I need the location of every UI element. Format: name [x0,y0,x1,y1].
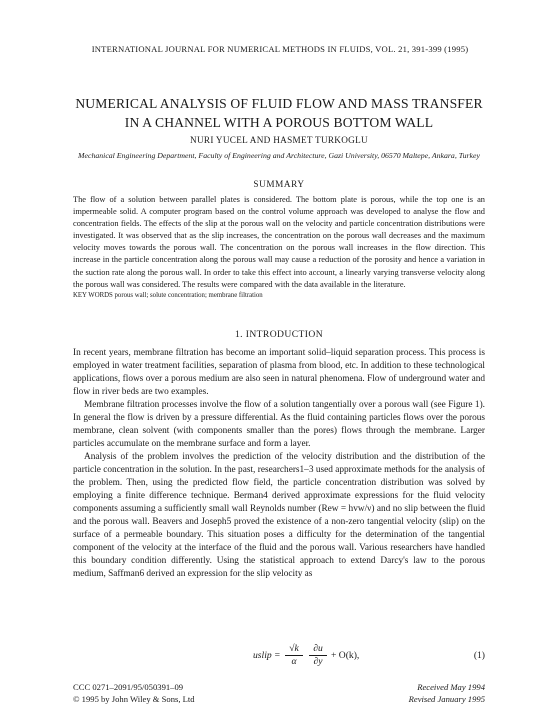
equation-fraction-2 [309,643,327,668]
ccc-code: CCC 0271–2091/95/050391–09 [73,682,184,692]
copyright: © 1995 by John Wiley & Sons, Ltd [73,694,195,704]
fraction-1-numerator: √k [285,643,303,656]
footer-left [73,681,195,705]
authors: NURI YUCEL AND HASMET TURKOGLU [190,135,368,145]
fraction-2-denominator: ∂y [313,656,323,667]
title-line-1: NUMERICAL ANALYSIS OF FLUID FLOW AND MASS TRANSFER [75,96,483,111]
fraction-1-denominator: α [291,656,297,667]
equation-1 [73,643,485,669]
equation-lhs: uslip = [253,650,281,661]
journal-header: INTERNATIONAL JOURNAL FOR NUMERICAL METHODS IN FLUIDS, VOL. 21, 391-399 (1995) [91,44,469,54]
paragraph-1: In recent years, membrane filtration has become an important solid–liquid separation process. This process is employed in water treatment facilities, separation of plasma from blood, etc. In addition to these technological applications, flows over a porous medium are also seen in natural phenomena. Flow of underground water and flow in river beds are two examples. [73,348,485,397]
paragraph-2: Membrane filtration processes involve the flow of a solution tangentially over a porous wall (see Figure 1). In general the flow is driven by a pressure differential. As the fluid containing particles flows over the porous membrane, clean solvent (with components smaller than the pores) flows through the membrane. Larger particles accumulate on the membrane surface and form a layer. [73,400,485,449]
equation-tail: + O(k), [331,650,360,661]
summary-text: The flow of a solution between parallel plates is considered. The bottom plate is porous, while the top one is an impermeable solid. A computer program based on the control volume approach was developed to analyse the flow and concentration fields. The effects of the slip at the porous wall on the velocity and particle concentration distributions were investigated. It was observed that as the slip increases, the concentration on the porous wall decreases and the maximum velocity moves towards the porous wall. The concentration on the porous wall increases in the flow direction. This increase in the particle concentration along the porous wall may cause a reduction of the porosity and hence a variation in the suction rate along the porous wall. In order to take this effect into account, a linearly varying transverse velocity along the porous wall was considered. The results were compared with the data available in the literature. [73,195,485,289]
equation-fraction-1 [285,643,303,668]
footer-right [409,681,485,705]
revised-date: Revised January 1995 [408,694,485,704]
paper-title [40,94,518,132]
received-date: Received May 1994 [417,682,485,692]
fraction-2-numerator: ∂u [309,643,327,656]
summary-heading: SUMMARY [253,179,305,189]
title-line-2: IN A CHANNEL WITH A POROUS BOTTOM WALL [124,115,434,130]
introduction-body [73,347,485,581]
section-heading-introduction: 1. INTRODUCTION [234,329,324,340]
affiliation: Mechanical Engineering Department, Faculty of Engineering and Architecture, Gazi University, 06570 Maltepe, Ankara, Turkey [78,151,480,160]
keywords: KEY WORDS porous wall; solute concentration; membrane filtration [73,292,263,299]
equation-number: (1) [473,650,485,661]
paragraph-3: Analysis of the problem involves the prediction of the velocity distribution and the distribution of the particle concentration in the solution. In the past, researchers1–3 used approximate methods for the analysis of the problem. Then, using the predicted flow field, the particle concentration distribution was solved by employing a finite difference technique. Berman4 derived approximate expressions for the fluid velocity components assuming a sufficiently small wall Reynolds number (Rew = hvw/ν) and no slip between the fluid and the porous wall. Beavers and Joseph5 proved the existence of a non-zero tangential velocity (slip) on the surface of a permeable boundary. This situation poses a difficulty for the determination of the tangential component of the velocity at the interface of the fluid and the porous wall. Various researchers have handled this boundary condition differently. Using the statistical approach to extend Darcy's law to the porous medium, Saffman6 derived an expression for the slip velocity as [73,452,485,579]
